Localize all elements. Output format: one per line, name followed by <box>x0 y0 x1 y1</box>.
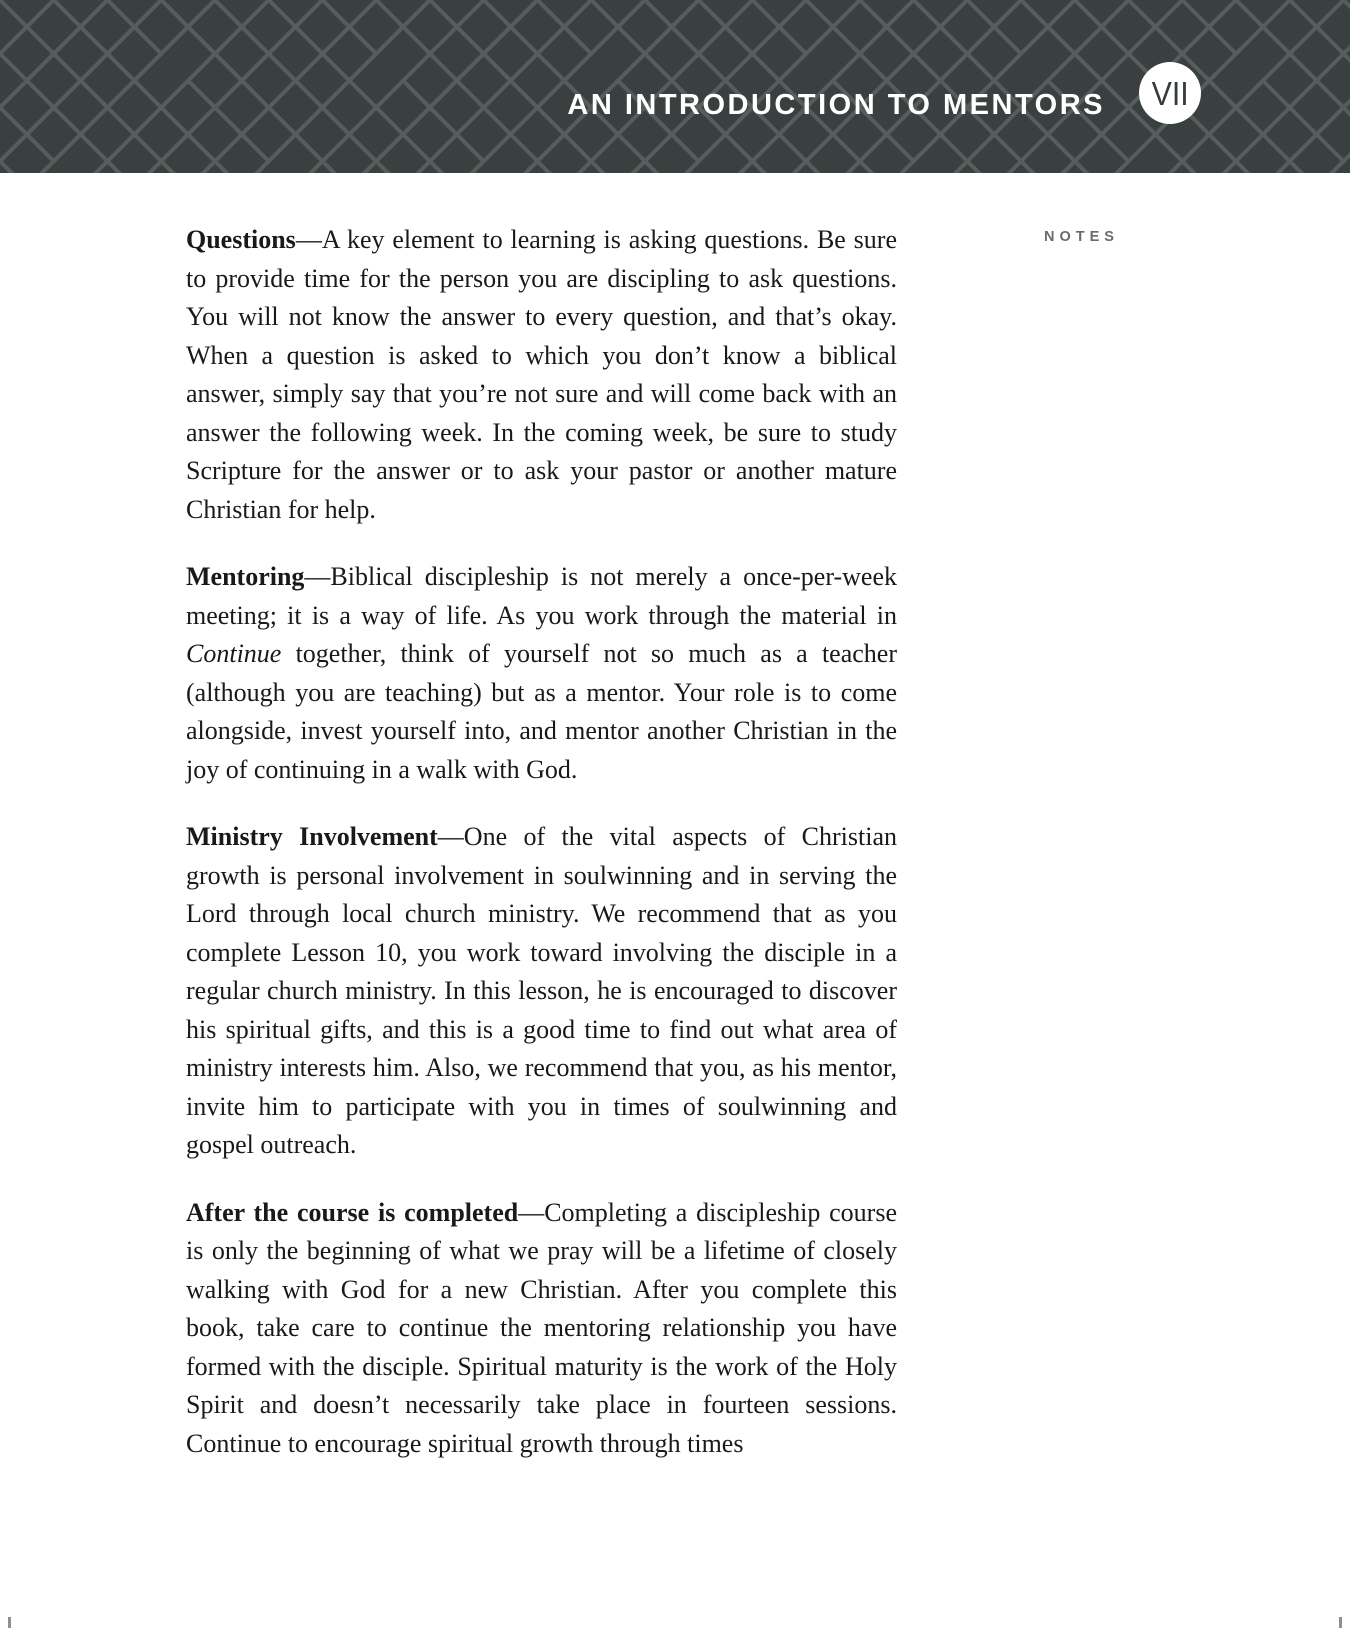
paragraph-lead: Ministry Involvement <box>186 822 438 851</box>
paragraph-lead: Questions <box>186 225 296 254</box>
paragraph <box>186 221 897 529</box>
page-number-badge <box>1139 62 1201 124</box>
paragraph-lead: Mentoring <box>186 562 305 591</box>
paragraph <box>186 558 897 789</box>
paragraph <box>186 818 897 1165</box>
text-run: —Completing a discipleship course is only the beginning of what we pray will be a lifetime of closely walking with God for a new Christian. After you complete this book, take care to continue the mentoring relationship you have formed with the disciple. Spiritual maturity is the work of the Holy Spirit and doesn’t necessarily take place in fourteen sessions. Continue to encourage spiritual growth through times <box>186 1197 897 1458</box>
crop-mark-right <box>1339 1617 1342 1628</box>
page-title: AN INTRODUCTION TO MENTORS <box>567 89 1105 122</box>
notes-label: NOTES <box>1044 229 1119 245</box>
crop-mark-left <box>8 1617 11 1628</box>
text-run: together, think of yourself not so much as a teacher (although you are teaching) but as a mentor. Your role is to come alongside, invest yourself into, and mentor another Christian in the joy of continuing in a walk with God. <box>186 639 897 784</box>
text-run: —One of the vital aspects of Christian growth is personal involvement in soulwinning and in serving the Lord through local church ministry. We recommend that as you complete Lesson 10, you work toward involving the disciple in a regular church ministry. In this lesson, he is encouraged to discover his spiritual gifts, and this is a good time to find out what area of ministry interests him. Also, we recommend that you, as his mentor, invite him to participate with you in times of soulwinning and gospel outreach. <box>186 822 897 1159</box>
paragraph-lead: After the course is completed <box>186 1197 519 1227</box>
header-band <box>0 0 1350 173</box>
page-number: VII <box>1151 74 1189 112</box>
body-paragraphs <box>186 221 897 1492</box>
text-run: —Biblical discipleship is not merely a once-per-week meeting; it is a way of life. As you work through the material in <box>186 562 897 630</box>
italic-run: Continue <box>186 639 282 668</box>
paragraph <box>186 1194 897 1464</box>
text-run: —A key element to learning is asking questions. Be sure to provide time for the person you are discipling to ask questions. You will not know the answer to every question, and that’s okay. When a question is asked to which you don’t know a biblical answer, simply say that you’re not sure and will come back with an answer the following week. In the coming week, be sure to study Scripture for the answer or to ask your pastor or another mature Christian for help. <box>186 225 897 524</box>
